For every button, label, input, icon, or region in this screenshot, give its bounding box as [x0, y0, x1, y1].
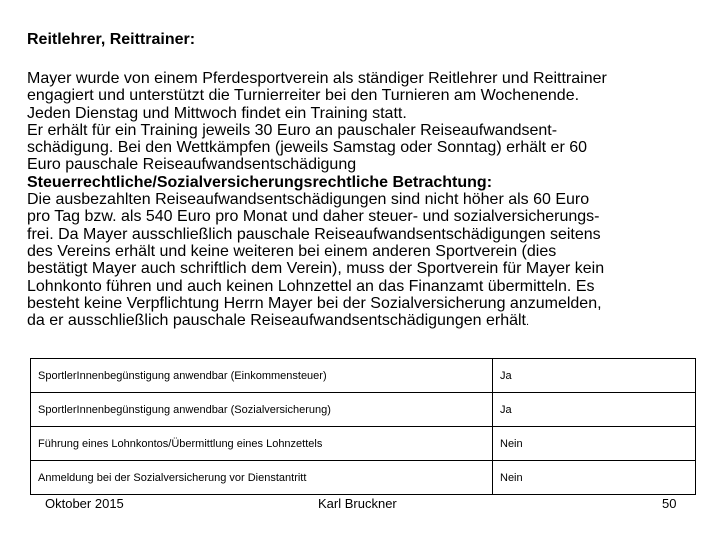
- section-line: des Vereins erhält und keine weiteren bei einem anderen Sportverein (dies: [27, 242, 557, 260]
- section-line: pro Tag bzw. als 540 Euro pro Monat und daher steuer- und sozialversicherungs-: [27, 208, 600, 226]
- section-end-dot: .: [525, 316, 530, 329]
- section-line: Lohnkonto führen und auch keinen Lohnzettel an das Finanzamt übermitteln. Es: [27, 277, 595, 295]
- row-answer: Nein: [493, 427, 696, 461]
- row-answer: Nein: [493, 461, 696, 495]
- body-line: Euro pauschale Reiseaufwandsentschädigung: [27, 156, 357, 174]
- section-line: frei. Da Mayer ausschließlich pauschale Reiseaufwandsentschädigungen seitens: [27, 225, 601, 243]
- footer-date: Oktober 2015: [45, 496, 124, 511]
- section-line-last: [27, 312, 697, 331]
- table-row: [31, 359, 696, 393]
- row-question: Anmeldung bei der Sozialversicherung vor Dienstantritt: [31, 461, 493, 495]
- footer-author: Karl Bruckner: [318, 496, 397, 511]
- row-question: SportlerInnenbegünstigung anwendbar (Einkommensteuer): [31, 359, 493, 393]
- row-answer: Ja: [493, 393, 696, 427]
- body-line: schädigung. Bei den Wettkämpfen (jeweils Samstag oder Sonntag) erhält er 60: [27, 139, 588, 157]
- table-row: [31, 427, 696, 461]
- row-question: SportlerInnenbegünstigung anwendbar (Sozialversicherung): [31, 393, 493, 427]
- table-row: [31, 393, 696, 427]
- row-answer: Ja: [493, 359, 696, 393]
- body-line: engagiert und unterstützt die Turnierreiter bei den Turnieren am Wochenende.: [27, 87, 580, 105]
- row-question: Führung eines Lohnkontos/Übermittlung eines Lohnzettels: [31, 427, 493, 461]
- body-text: [27, 70, 697, 331]
- section-heading: Steuerrechtliche/Sozialversicherungsrechtliche Betrachtung:: [27, 173, 493, 191]
- page-title: Reitlehrer, Reittrainer:: [27, 31, 196, 48]
- body-line: Mayer wurde von einem Pferdesportverein als ständiger Reitlehrer und Reittrainer: [27, 70, 607, 87]
- section-line: Die ausbezahlten Reiseaufwandsentschädigungen sind nicht höher als 60 Euro: [27, 191, 590, 209]
- table-row: [31, 461, 696, 495]
- section-line: besteht keine Verpflichtung Herrn Mayer bei der Sozialversicherung anzumelden,: [27, 294, 602, 312]
- footer-page-number: 50: [662, 496, 677, 511]
- body-line: Jeden Dienstag und Mittwoch findet ein Training statt.: [27, 104, 407, 122]
- facts-table: [30, 358, 696, 495]
- section-line-text: da er ausschließlich pauschale Reiseaufwandsentschädigungen erhält: [27, 312, 526, 330]
- section-line: bestätigt Mayer auch schriftlich dem Verein), muss der Sportverein für Mayer kein: [27, 260, 605, 278]
- body-line: Er erhält für ein Training jeweils 30 Euro an pauschaler Reiseaufwandsent-: [27, 121, 558, 139]
